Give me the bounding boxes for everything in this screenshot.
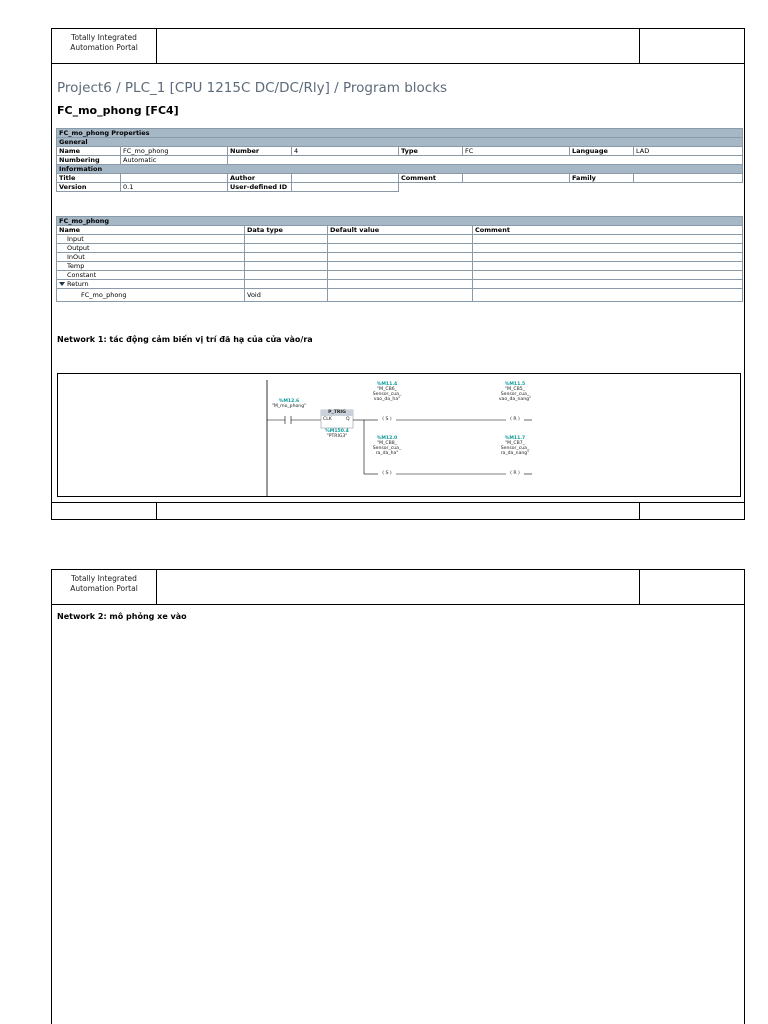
general-section: General xyxy=(57,138,743,147)
report-page-1 xyxy=(51,28,745,520)
coil4-tag: "M_CB7_ Sensor_cua_ ra_da_nang" xyxy=(500,441,530,457)
author-label: Author xyxy=(228,174,292,183)
col-type-header: Data type xyxy=(245,226,328,235)
properties-table xyxy=(56,128,743,192)
type-value: FC xyxy=(463,147,570,156)
table-row xyxy=(57,262,743,271)
number-label: Number xyxy=(228,147,292,156)
network-1-ladder xyxy=(57,373,741,497)
row-inout: InOut xyxy=(57,253,245,262)
coil2-reset-icon: ( R ) xyxy=(510,417,520,422)
coil1-address: %M11.4 xyxy=(376,382,398,387)
header-middle-cell xyxy=(157,29,640,63)
table-row xyxy=(57,271,743,280)
ptrig-tag: "PTRIG3" xyxy=(326,434,348,439)
type-label: Type xyxy=(399,147,463,156)
table-row xyxy=(57,280,743,289)
footer-middle-cell xyxy=(157,503,640,520)
comment-label: Comment xyxy=(399,174,463,183)
page-header xyxy=(52,29,744,64)
row-output: Output xyxy=(57,244,245,253)
contact-address: %M12.6 xyxy=(278,399,300,404)
table-row xyxy=(57,235,743,244)
page-footer xyxy=(52,502,744,520)
row-input: Input xyxy=(57,235,245,244)
contact-no-icon xyxy=(285,416,291,424)
ptrig-label: P_TRIG xyxy=(328,410,346,415)
family-label: Family xyxy=(570,174,634,183)
contact-tag: "M_mo_phong" xyxy=(271,404,307,409)
report-page-2 xyxy=(51,569,745,1024)
coil2-address: %M11.5 xyxy=(504,382,526,387)
coil1-tag: "M_CB6_ Sensor_cua_ vao_da_ha" xyxy=(372,387,402,403)
userid-label: User-defined ID xyxy=(228,183,292,192)
ptrig-q: Q xyxy=(346,417,350,422)
block-title: FC_mo_phong [FC4] xyxy=(57,104,179,117)
properties-heading: FC_mo_phong Properties xyxy=(57,129,743,138)
language-value: LAD xyxy=(634,147,743,156)
language-label: Language xyxy=(570,147,634,156)
page-header xyxy=(52,570,744,605)
ptrig-clk: CLK xyxy=(323,417,332,422)
coil2-tag: "M_CB5_ Sensor_cua_ vao_da_nang" xyxy=(498,387,532,403)
name-label: Name xyxy=(57,147,121,156)
interface-table xyxy=(56,216,743,302)
header-tia-cell xyxy=(52,570,157,604)
coil4-address: %M11.7 xyxy=(504,436,526,441)
header-tia-text: Totally Integrated Automation Portal xyxy=(70,574,138,593)
footer-left-cell xyxy=(52,503,157,520)
number-value: 4 xyxy=(292,147,399,156)
row-constant: Constant xyxy=(57,271,245,280)
table-row xyxy=(57,289,743,302)
version-label: Version xyxy=(57,183,121,192)
numbering-value: Automatic xyxy=(121,156,228,165)
coil1-set-icon: ( S ) xyxy=(382,417,392,422)
table-row xyxy=(57,253,743,262)
return-row-type: Void xyxy=(245,289,328,302)
coil4-reset-icon: ( R ) xyxy=(510,471,520,476)
return-row-name: FC_mo_phong xyxy=(57,289,245,302)
header-tia-text: Totally Integrated Automation Portal xyxy=(70,33,138,52)
coil3-address: %M12.0 xyxy=(376,436,398,441)
ptrig-address: %M150.4 xyxy=(325,429,349,434)
coil3-set-icon: ( S ) xyxy=(382,471,392,476)
row-temp: Temp xyxy=(57,262,245,271)
version-value: 0.1 xyxy=(121,183,228,192)
triangle-down-icon xyxy=(59,282,65,286)
header-tia-cell xyxy=(52,29,157,63)
coil3-tag: "M_CB8_ Sensor_cua_ ra_da_ha" xyxy=(372,441,402,457)
col-comment-header: Comment xyxy=(473,226,743,235)
row-return[interactable]: Return xyxy=(57,280,245,289)
header-middle-cell xyxy=(157,570,640,604)
network-1-title: Network 1: tác động cảm biến vị trí đã hạ của cửa vào/ra xyxy=(57,335,313,344)
col-default-header: Default value xyxy=(328,226,473,235)
interface-heading: FC_mo_phong xyxy=(57,217,743,226)
numbering-label: Numbering xyxy=(57,156,121,165)
title-label: Title xyxy=(57,174,121,183)
name-value: FC_mo_phong xyxy=(121,147,228,156)
information-section: Information xyxy=(57,165,743,174)
network-2-title: Network 2: mô phỏng xe vào xyxy=(57,612,187,621)
col-name-header: Name xyxy=(57,226,245,235)
table-row xyxy=(57,244,743,253)
project-path-title: Project6 / PLC_1 [CPU 1215C DC/DC/Rly] / Program blocks xyxy=(57,80,448,96)
